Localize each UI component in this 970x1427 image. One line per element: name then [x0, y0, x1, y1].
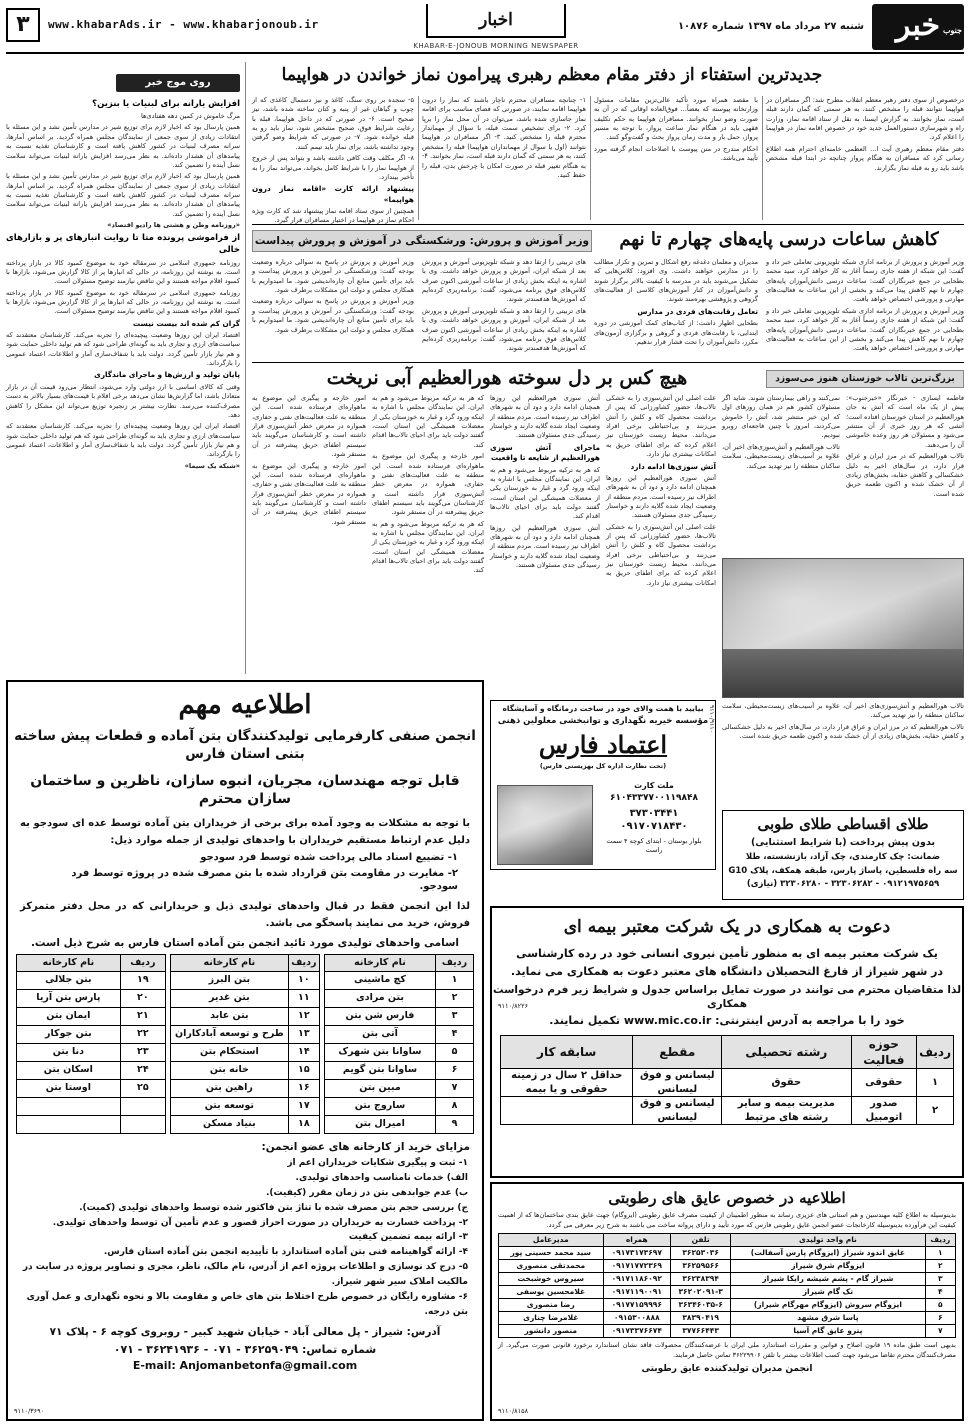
table-cell: ۱۳	[288, 1025, 319, 1043]
moisture-ad-signature: انجمن مدیران تولیدکننده عایق رطوبتی	[641, 1364, 813, 1375]
story2-column-2: مدیران و معلمان دغدغه رفع اشکال و تمرین و تکرار مطالب را در مدارس خواهند داشت. وی افزود: کلاس‌هایی که تشکیل می‌شوند باید در مدرسه با کیفیت بالاتر برگزار شوند و دانش‌آموزان در کنار آموزش‌های کلاسی از فعالیت‌های گروهی و پژوهشی بهره‌مند شوند. تعامل رقابت‌های فردی در مدارس بطحایی اظهار داشت: از کتاب‌های کمک آموزشی در دوره ابتدایی، با رقابت‌های فردی و گروهی و برگزاری آزمون‌های مکرر، دانش‌آموزان را تحت فشار قرار ندهیم.	[594, 258, 758, 346]
table-row	[171, 1097, 320, 1115]
table-cell: ۰۹۱۷۳۳۷۶۶۷۴	[603, 1325, 671, 1338]
table-cell: ۱۶	[288, 1079, 319, 1097]
table-row	[171, 989, 320, 1007]
table-cell: ۵	[925, 1299, 955, 1312]
table-cell: ۱۲	[288, 1007, 319, 1025]
table-header-cell: حوزه فعالیت	[851, 1035, 917, 1068]
table-cell: بتن جوکار	[17, 1025, 121, 1043]
moisture-insulation-ad	[490, 1182, 964, 1421]
table-header-cell: تلفن	[671, 1234, 731, 1247]
sidebar-headline-2: از فراموشی پرونده متا تا روایت انبارهای پر و بازارهای خالی	[6, 233, 240, 256]
story2-column-4: وزیر آموزش و پرورش در پاسخ به سوالی درباره وضعیت بودجه گفت: ورشکستگی در آموزش و پرورش پیداست و باید برای تأمین منابع آن چاره‌اندیشی شود. ما امیدواریم با همکاری مجلس و دولت این مشکلات برطرف شود. وزیر آموزش و پرورش در پاسخ به سوالی درباره وضعیت بودجه گفت: ورشکستگی در آموزش و پرورش پیداست و باید برای تأمین منابع آن چاره‌اندیشی شود. ما امیدواریم با همکاری مجلس و دولت این مشکلات برطرف شود.	[252, 258, 414, 334]
table-row	[501, 1097, 954, 1125]
story1-column-4: ۵- سجده بر روی سنگ، کاغذ و نیز دستمال کاغذی که از چوب و گیاهان غیر از پنبه و کتان ساخته شده باشد، نیز صحیح است. ۶- در صورتی که در داخل هواپیما، قبله با رعایت شرایط فوق، صحیح مشخص شود، نماز باید رو به قبله خوانده شود. ۷- در صورتی که شرایط وضو گرفتن وجود نداشته باشد، برای نماز باید تیمم کنند. ۸- اگر مکلف وقت کافی داشته باشد و بتواند پس از خروج از هواپیما نماز را با شرایط کامل بخواند، می‌تواند نماز را به تأخیر بیندازد. پیشنهاد ارائه کارت «اقامه نماز درون هواپیما» همچنین از سوی ستاد اقامه نماز پیشنهاد شد که کارت ویژه احکام نماز در هواپیما در اختیار مسافران قرار گیرد.	[252, 96, 414, 225]
benefit-item: ۲- پرداخت خسارت به خریداران در صورت احراز قصور و عدم تأمین آن توسط واحدهای تولیدی.	[52, 1217, 468, 1228]
sidebar-paragraph-4: وقتی که کالای اساسی با ارز دولتی وارد می‌شود، انتظار می‌رود قیمت آن در بازار متعادل باشد، اما گزارش‌ها نشان می‌دهد برخی اقلام با قیمت‌های بسیار بالاتر به دست مصرف‌کننده می‌رسد. نظارت بیشتر بر زنجیره توزیع می‌تواند این مشکل را کاهش دهد.	[6, 382, 240, 419]
table-row	[17, 1043, 166, 1061]
sidebar-paragraph-3-repeat: اقتصاد ایران این روزها وضعیت پیچیده‌ای را تجربه می‌کند. کارشناسان معتقدند که سیاست‌های ارزی و تجاری باید به گونه‌ای طراحی شود که هم تولید داخلی حمایت شود و هم نیاز بازار تأمین گردد. دولت باید با شفاف‌سازی آمار و اطلاعات، اعتماد عمومی را بازگرداند.	[6, 422, 240, 459]
table-row	[325, 1007, 474, 1025]
story2-banner: وزیر آموزش و پرورش: ورشکستگی در آموزش و پرورش پیداست	[252, 230, 592, 252]
sidebar-note: مرگ خاموش در کمین دهه هفتادی‌ها	[140, 112, 240, 121]
table-header-cell: ردیف	[925, 1234, 955, 1247]
concrete-ad-email[interactable]: E-mail: Anjomanbetonfa@gmail.com	[132, 1359, 358, 1373]
sidebar-paragraph-2-repeat: روزنامه جمهوری اسلامی در سرمقاله خود به موضوع کمبود کالا در بازار پرداخته است. به نوشته این روزنامه، در حالی که انبارها پر از کالا گزارش می‌شود، بازارها با کمبود اقلام مواجه هستند و این تناقض نیازمند توضیح مسئولان است.	[6, 288, 240, 316]
table-cell: ۳۶۳۴۶۰۳۵-۶	[671, 1299, 731, 1312]
table-row	[325, 1079, 474, 1097]
logo-subtext: جنوب	[942, 25, 962, 35]
table-row	[499, 1273, 956, 1286]
table-cell: صدور اتومبیل	[851, 1097, 917, 1125]
table-cell	[17, 1115, 121, 1133]
column-rule	[762, 96, 763, 220]
sidebar-paragraph-1: همین پارسال بود که اخبار لازم برای توزیع شیر در مدارس تأمین نشد و این مسئله با انتقادات زیادی از سوی جمعی از نمایندگان مجلس همراه گردید. بر اساس آمارها، سرانه مصرف لبنیات در کشور کاهش یافته است و کارشناسان تغذیه نسبت به پیامدهای آن هشدار داده‌اند. به نظر می‌رسد افزایش یارانه لبنیات می‌تواند سلامت نسل آینده را تضمین کند.	[6, 123, 240, 169]
charity-subtitle: (تحت نظارت اداره کل بهزیستی فارس)	[539, 761, 667, 770]
table-cell: بتن عابد	[171, 1007, 289, 1025]
table-cell: ۱۰	[288, 971, 319, 989]
table-cell	[120, 1115, 165, 1133]
table-cell: ۳۸۳۹۰۴۱۹	[671, 1312, 731, 1325]
table-cell: ۰۹۱۵۳۰۰۸۸۸	[603, 1312, 671, 1325]
table-cell: فارس شن بتن	[325, 1007, 436, 1025]
table-header-cell: نام واحد تولیدی	[731, 1234, 925, 1247]
moisture-producers-table	[498, 1233, 956, 1338]
table-cell: سید محمد حسینی پور	[499, 1247, 604, 1260]
table-row	[499, 1312, 956, 1325]
table-cell: لیسانس و فوق لیسانس	[633, 1097, 722, 1125]
insurance-ad-code: ۹۱۱۰/۸۲۲۶	[498, 1002, 529, 1010]
table-row	[499, 1260, 956, 1273]
table-cell: امیرال بتن	[325, 1115, 436, 1133]
table-cell: سیروس خوشبخت	[499, 1273, 604, 1286]
table-cell: ساوانا بتن شهرک	[325, 1043, 436, 1061]
table-cell: ۴	[435, 1025, 473, 1043]
gold-ad-line-4: ۰۹۱۲۱۹۷۵۶۵۹ - ۳۲۳۰۶۲۸۲ - ۳۲۳۰۶۲۸۰ (نیازی)	[746, 879, 940, 889]
concrete-association-ad	[6, 680, 484, 1421]
table-cell: ۳۶۲۳۸۳۹۴	[671, 1273, 731, 1286]
table-cell: بتن جلالی	[17, 971, 121, 989]
table-cell: ۲	[917, 1097, 954, 1125]
story1-column-3: ۱- چنانچه مسافران محترم ناچار باشند که نماز را درون هواپیما اقامه نمایند، در صورتی که فضای مناسب برای اقامه نماز جاسازی شده باشد، می‌توان در آن محل نماز را برپا کرد. ۲- برای تشخیص سمت قبله، با سؤال از مهماندار محترم قبله را مشخص کنید. ۳- اگر مسافران در هواپیما نتوانند (اول یا سوال از مهمانداران هواپیما) قبله را مشخص کنند، به هر سمتی که گمان دارند قبله است، نماز بخوانند. ۴- به هنگام تغییر قبله در صورت امکان با چرخش بدن، قبله را حفظ کنید.	[422, 96, 587, 179]
benefit-item: ج) بررسی حجم بتن مصرف شده با تناژ بتن فاکتور شده توسط واحدهای تولیدی (کمیت).	[79, 1202, 468, 1213]
masthead	[6, 4, 964, 54]
page-number: ۳	[6, 8, 40, 42]
table-cell: بنیاد مسکن	[171, 1115, 289, 1133]
table-row	[171, 971, 320, 989]
table-cell: طرح و توسعه آبادکاران	[171, 1025, 289, 1043]
table-cell: عایق اندود شیراز (ایزوگام پارس آسفالت)	[731, 1247, 925, 1260]
table-cell: ۲۲	[120, 1025, 165, 1043]
sidebar-paragraph-3: اقتصاد ایران این روزها وضعیت پیچیده‌ای را تجربه می‌کند. کارشناسان معتقدند که سیاست‌های ارزی و تجاری باید به گونه‌ای طراحی شود که هم تولید داخلی حمایت شود و هم نیاز بازار تأمین گردد. دولت باید با شفاف‌سازی آمار و اطلاعات، اعتماد عمومی را بازگرداند.	[6, 331, 240, 368]
table-cell: آتی بتن	[325, 1025, 436, 1043]
producers-table-b	[170, 954, 320, 1134]
table-header-cell: نام کارخانه	[325, 954, 436, 971]
table-cell: ۲	[435, 989, 473, 1007]
insurance-positions-table	[500, 1035, 954, 1125]
table-row	[499, 1286, 956, 1299]
table-cell: بتن مرادی	[325, 989, 436, 1007]
benefit-item: الف) خدمات نامناسب واحدهای تولیدی.	[295, 1173, 468, 1183]
benefit-item: ۶- مشاوره رایگان در خصوص طرح اختلاط بتن های خاص و مقاومت بالا و نحوه نگهداری و عمل آوری بتن درجه.	[26, 1291, 468, 1317]
section-title: اخبار	[426, 4, 566, 38]
table-cell: ۱۴	[288, 1043, 319, 1061]
table-row	[325, 989, 474, 1007]
table-cell: تک گام شیراز	[731, 1286, 925, 1299]
sidebar-source-2: «شبکه یک سیما»	[184, 461, 240, 470]
table-cell: غلامرضا چناری	[499, 1312, 604, 1325]
column-rule	[590, 96, 591, 220]
table-cell: پارس بتن آریا	[17, 989, 121, 1007]
story3-banner: بزرگ‌ترین تالاب خوزستان هنوز می‌سوزد	[766, 370, 964, 388]
card-label: ملت کارت	[634, 781, 674, 790]
table-cell: ۱۱	[288, 989, 319, 1007]
table-row	[171, 1007, 320, 1025]
table-cell: مدیریت بیمه و سایر رشته های مرتبط	[722, 1097, 851, 1125]
table-row	[325, 1097, 474, 1115]
table-cell: حقوقی	[851, 1069, 917, 1097]
sidebar-paragraph-2: روزنامه جمهوری اسلامی در سرمقاله خود به موضوع کمبود کالا در بازار پرداخته است. به نوشته این روزنامه، در حالی که انبارها پر از کالا گزارش می‌شود، بازارها با کمبود اقلام مواجه هستند و این تناقض نیازمند توضیح مسئولان است.	[6, 258, 240, 286]
moisture-ad-title: اطلاعیه در خصوص عایق های رطوبتی	[608, 1189, 846, 1207]
insurance-ad-line-1: یک شرکت معتبر بیمه ای به منظور تأمین نیروی انسانی خود در رده کارشناسی	[516, 946, 938, 960]
concrete-ad-code: ۹۱۱۰/۳۶۹۰	[14, 1407, 45, 1416]
concrete-ad-address: آدرس: شیراز - پل معالی آباد - خیابان شهید کبیر - روبروی کوچه ۶ - پلاک ۷۱	[49, 1326, 441, 1339]
table-cell: کچ ماشینی	[325, 971, 436, 989]
table-row	[325, 1115, 474, 1133]
sidebar-source-1: «روزنامه وطن و هشتی ها رادیو اقتصاد»	[107, 221, 240, 230]
table-cell: ۳۶۲۵۳۰۳۶	[671, 1247, 731, 1260]
table-cell: استحکام بتن	[171, 1043, 289, 1061]
table-cell: ۸	[435, 1097, 473, 1115]
concrete-ad-item-1: ۱- تضییع اسناد مالی پرداخت شده توسط فرد سودجو	[200, 852, 458, 864]
concrete-ad-audience: قابل توجه مهندسان، مجریان، انبوه سازان، ناظرین و ساختمان سازان محترم	[30, 772, 460, 808]
benefit-item: ۴- ارائه گواهینامه فنی بتن آماده استاندارد با تأییدیه انجمن بتن آماده استان فارس.	[103, 1247, 468, 1258]
table-cell: ۲۰	[120, 989, 165, 1007]
charity-tagline: بیایید با همت والای خود در ساخت درمانگاه و آسایشگاه	[502, 704, 704, 713]
table-header-cell: ردیف	[917, 1035, 954, 1068]
moisture-ad-footnote: بدیهی است طبق ماده ۱۹ قانون اصلاح و قوانین و مقررات استاندارد ملی ایران با عرضه‌کنندگان محصولات فاقد نشان استاندارد برخورد قانونی صورت می‌گیرد. از مصرف‌کنندگان محترم تقاضا می‌شود جهت کسب اطلاعات بیشتر با تلفن ۳۶۲۲۹۹۰۶ تماس حاصل فرمایند.	[498, 1341, 956, 1359]
insurance-ad-line-4[interactable]: خود را با مراجعه به آدرس اینترنتی: www.mic.co.ir تکمیل نمایند.	[549, 1013, 905, 1027]
table-cell	[120, 1097, 165, 1115]
story3-headline: هیچ کس بر دل سوخته هورالعظیم آبی نریخت	[326, 367, 688, 389]
table-row	[499, 1325, 956, 1338]
story1-headline: جدیدترین استفتاء از دفتر مقام معظم رهبری پیرامون نماز خواندن در هواپیما	[281, 65, 823, 85]
table-cell: ۳	[925, 1273, 955, 1286]
table-row	[499, 1299, 956, 1312]
benefit-item: ۱- ثبت و پیگیری شکایات خریداران اعم از	[287, 1158, 468, 1169]
table-row	[171, 1043, 320, 1061]
table-cell: اوستا بتن	[17, 1079, 121, 1097]
table-cell: رضا منصوری	[499, 1299, 604, 1312]
table-row	[501, 1069, 954, 1097]
table-row	[17, 1061, 166, 1079]
charity-ad	[490, 700, 716, 870]
table-row	[17, 1097, 166, 1115]
table-row	[171, 1079, 320, 1097]
producers-table-a	[324, 954, 474, 1134]
benefits-list	[8, 1156, 482, 1319]
story2-column-3: های تربیتی را ارتقا دهد و شبکه تلویزیونی آموزش و پرورش بعد از شبکه ایران، آموزش و پرورش خواهد داشت. وی با اشاره به اینکه بخش زیادی از ساعات آموزشی اکنون صرف کلاس‌های فوق برنامه می‌شود، گفت: برنامه‌ریزی کرده‌ایم که آموزش‌ها هدفمندتر شوند. های تربیتی را ارتقا دهد و شبکه تلویزیونی آموزش و پرورش بعد از شبکه ایران، آموزش و پرورش خواهد داشت. وی با اشاره به اینکه بخش زیادی از ساعات آموزشی اکنون صرف کلاس‌های فوق برنامه می‌شود، گفت: برنامه‌ریزی کرده‌ایم که آموزش‌ها هدفمندتر شوند.	[422, 258, 586, 353]
table-row	[325, 1043, 474, 1061]
table-cell: ۰۹۱۷۷۱۵۹۹۹۶	[603, 1299, 671, 1312]
table-cell: ۶	[925, 1312, 955, 1325]
table-cell: ۱	[435, 971, 473, 989]
table-cell: ۵	[435, 1043, 473, 1061]
table-cell: بتن البرز	[171, 971, 289, 989]
newspaper-logo	[872, 4, 964, 50]
table-header-cell: ردیف	[120, 954, 165, 971]
table-header-cell: سابقه کار	[501, 1035, 633, 1068]
table-cell: ۰۹۱۷۳۱۷۳۶۹۷	[603, 1247, 671, 1260]
table-row	[325, 1025, 474, 1043]
table-cell: مبین بتن	[325, 1079, 436, 1097]
table-cell: ۳	[435, 1007, 473, 1025]
story3-column-1: فاطمه ایسازی - خبرنگار «خبرجنوب»: پیش از یک ماه است که آتش به جان هورالعظیم در استان خوزستان افتاده است؛ آتشی که هر روز خبری از آن منتشر می‌شود و مسئولان هر روز وعده خاموشی آن را می‌دهند. تالاب هورالعظیم که در مرز ایران و عراق قرار دارد، در سال‌های اخیر به دلیل خشکسالی و کاهش حقابه، بخش‌های زیادی از آن خشک شده و اکنون طعمه حریق شده است.	[845, 394, 964, 498]
concrete-ad-intro: با توجه به مشکلات به وجود آمده برای برخی از خریداران بتن آماده توسط عده ای سودجو به دلیل عدم ارتباط مستقیم خریداران با واحدهای تولیدی از جمله موارد ذیل:	[20, 818, 470, 847]
moisture-ad-intro: بدینوسیله به اطلاع کلیه مهندسین و هم استانی های عزیزی رساند به منظور اطمینان از کیفیت مصرف عایق رطوبتی (ایزوگام) جهت عایق بندی ساختمان‌ها که از اهمیت کیفیت این فرآورده بدینوسیله کارخانجات عضو انجمن عایق رطوبتی فارس که مورد تأیید و دارای پروانه ساخت می باشند به شرح زیر معرفی می گردد.	[498, 1211, 956, 1229]
section-subtitle: KHABAR-E-JONOUB MORNING NEWSPAPER	[413, 42, 579, 50]
table-cell: ۲۳	[120, 1043, 165, 1061]
gold-ad-line-3: سه راه فلسطین، پاساژ پارس، طبقه همکف، پلاک G10	[728, 865, 958, 876]
table-row	[17, 1079, 166, 1097]
benefit-item: ۳- ارائه بیمه تضمین کیفیت	[348, 1232, 468, 1243]
story1-column-2: با مقصد همراه مورد تأکید عالی‌ترین مقامات مسئول وزارتخانه پیوسته که بعضاً... فوق‌العاده اوقاتی که در آن به صورت وضو نماز بخوانند. مسافران هواپیما به حکم تکلیف فقهی باید در هنگام نماز ساعت پرواز، با توجه به مسیر پرواز، حمل بار و مدت زمان پرواز بحث و گفت‌وگو کنند. احکام مندرج در متن پیوست با اصلاحات انجام گرفته مورد تأیید می‌باشد.	[594, 96, 758, 163]
table-cell: ۲۴	[120, 1061, 165, 1079]
sidebar-column	[6, 96, 240, 674]
table-cell: لیسانس و فوق لیسانس	[633, 1069, 722, 1097]
gold-ad-line-1: بدون پیش پرداخت (با شرایط استثنایی)	[750, 837, 936, 849]
story3-column-5: که هر به ترکیه مربوط می‌شود و هم به ایران. این نمایندگان مجلس با اشاره به اینکه ورود گرد و غبار به خوزستان یکی از معضلات همیشگی این استان است، گفتند دولت باید برای احیای تالاب‌ها اقدام کند. امور خارجه و پیگیری این موضوع به ماهواره‌ای فرستاده شده است. این منطقه به علت فعالیت‌های نفتی و حفاری، همواره در معرض خطر آتش‌سوزی قرار داشته است و کارشناسان می‌گویند باید سیستم اطفای حریق پیشرفته در آن مستقر شود. که هر به ترکیه مربوط می‌شود و هم به ایران. این نمایندگان مجلس با اشاره به اینکه ورود گرد و غبار به خوزستان یکی از معضلات همیشگی این استان است، گفتند دولت باید برای احیای تالاب‌ها اقدام کند.	[371, 394, 484, 575]
concrete-ad-note: لذا این انجمن فقط در قبال واحدهای تولیدی ذیل و خریدارانی که در محل دفتر متمرکز فروش، خرید می نمایند پاسخگو می باشد.	[20, 900, 470, 929]
section-rule	[252, 224, 964, 225]
table-cell: پاسا شرق مشهد	[731, 1312, 925, 1325]
table-cell: ۳۶۲۰۲۰۹۱-۳	[671, 1286, 731, 1299]
table-cell: ۲	[925, 1260, 955, 1273]
table-row	[17, 989, 166, 1007]
table-cell: توسعه بتن	[171, 1097, 289, 1115]
benefit-item: ۵- درج کد نوسازی و اطلاعات پروژه اعم از آدرس، نام مالک، ناظر، مجری و تصاویر پروژه در سایت در مالکیت املاک سیر شهر شیراز.	[22, 1262, 468, 1287]
table-cell: ساوانا بتن گویم	[325, 1061, 436, 1079]
story3-column-4: آتش سوزی هورالعظیم این روزها همچنان ادامه دارد و دود آن به شهرهای اطراف نیز رسیده است. مردم منطقه از وضعیت ایجاد شده گلایه دارند و خواستار رسیدگی جدی مسئولان هستند. ماجرای آتش سوزی هورالعظیم از شایعه تا واقعیت که هر به ترکیه مربوط می‌شود و هم به ایران. این نمایندگان مجلس با اشاره به اینکه ورود گرد و غبار به خوزستان یکی از معضلات همیشگی این استان است، گفتند دولت باید برای احیای تالاب‌ها اقدام کند. آتش سوزی هورالعظیم این روزها همچنان ادامه دارد و دود آن به شهرهای اطراف نیز رسیده است. مردم منطقه از وضعیت ایجاد شده گلایه دارند و خواستار رسیدگی جدی مسئولان هستند.	[490, 394, 600, 570]
table-cell: ایزوگام سروش (ایزوگام مهرگام شیراز)	[731, 1299, 925, 1312]
issue-date: شنبه ۲۷ مرداد ماه ۱۳۹۷ شماره ۱۰۸۷۶	[677, 21, 864, 32]
table-cell: ۰۹۱۷۱۷۷۲۳۶۹	[603, 1260, 671, 1273]
gold-ad-line-2: ضمانت: چک کارمندی، چک آزاد، بازنشسته، طلا	[745, 852, 941, 863]
concrete-ad-list-title: اسامی واحدهای تولیدی مورد تائید انجمن بتن آماده استان فارس به شرح ذیل است.	[30, 936, 460, 949]
wetland-fire-photo	[722, 558, 964, 698]
card-number: ۶۱۰۴۳۳۷۷۰۰۱۱۹۸۴۸	[610, 792, 698, 803]
sidebar-headline-1: افزایش یارانه برای لبنیات یا بنزین؟	[92, 99, 240, 109]
table-cell: ساروج بتن	[325, 1097, 436, 1115]
table-cell: ۱	[925, 1247, 955, 1260]
sidebar-subhead-1: گران کم شده اند بیست نیست	[132, 318, 240, 328]
table-row	[325, 971, 474, 989]
charity-photo	[497, 785, 593, 865]
table-cell: ۷	[925, 1325, 955, 1338]
benefit-item: ب) عدم جوابدهی بتن در زمان مقرر (کیفیت).	[266, 1187, 468, 1198]
charity-address: بلوار بوستان - ابتدای کوچه ۴ سمت راست	[606, 836, 702, 854]
table-cell: ۱۸	[288, 1115, 319, 1133]
table-cell	[501, 1097, 633, 1125]
table-cell: شیراز گام - پشم شیشه رایکا شیراز	[731, 1273, 925, 1286]
insurance-ad-line-3: لذا متقاضیان محترم می توانند در صورت تمایل براساس جدول و شرایط زیر فرم درخواست همکاری	[492, 983, 962, 1010]
table-cell: ۶	[435, 1061, 473, 1079]
column-rule	[418, 96, 419, 220]
section-rule	[252, 362, 964, 363]
table-cell: دنا بتن	[17, 1043, 121, 1061]
table-cell: ۰۹۱۷۱۱۸۶۰۹۲	[603, 1273, 671, 1286]
table-cell: ۳۷۷۶۶۴۴۳	[671, 1325, 731, 1338]
concrete-ad-item-2: ۲- مغایرت در مقاومت بتن قرارداد شده با بتن مصرف شده در پروژه توسط فرد سودجو.	[71, 867, 458, 893]
table-header-cell: ردیف	[435, 954, 473, 971]
story3-column-6: امور خارجه و پیگیری این موضوع به ماهواره‌ای فرستاده شده است. این منطقه به علت فعالیت‌های نفتی و حفاری، همواره در معرض خطر آتش‌سوزی قرار داشته است و کارشناسان می‌گویند باید سیستم اطفای حریق پیشرفته در آن مستقر شود. امور خارجه و پیگیری این موضوع به ماهواره‌ای فرستاده شده است. این منطقه به علت فعالیت‌های نفتی و حفاری، همواره در معرض خطر آتش‌سوزی قرار داشته است و کارشناسان می‌گویند باید سیستم اطفای حریق پیشرفته در آن مستقر شود.	[252, 394, 366, 526]
table-cell: ۱۷	[288, 1097, 319, 1115]
table-cell: حقوق	[722, 1069, 851, 1097]
charity-ad-code: ۹۱۱۰/۹۱۱۰	[708, 705, 715, 733]
insurance-job-ad	[490, 906, 964, 1178]
table-row	[17, 971, 166, 989]
concrete-ad-org: انجمن صنفی کارفرمایی تولیدکنندگان بتن آماده و قطعات پیش ساخته بتنی استان فارس	[14, 728, 476, 763]
logo-text: خبر	[895, 8, 941, 43]
table-header-cell: همراه	[603, 1234, 671, 1247]
table-header-cell: ردیف	[288, 954, 319, 971]
table-cell: خانه بتن	[171, 1061, 289, 1079]
sidebar-paragraph-1-repeat: همین پارسال بود که اخبار لازم برای توزیع شیر در مدارس تأمین نشد و این مسئله با انتقادات زیادی از سوی جمعی از نمایندگان مجلس همراه گردید. بر اساس آمارها، سرانه مصرف لبنیات در کشور کاهش یافته است و کارشناسان تغذیه نسبت به پیامدهای آن هشدار داده‌اند. به نظر می‌رسد افزایش یارانه لبنیات می‌تواند سلامت نسل آینده را تضمین کند.	[6, 172, 240, 218]
table-header-cell: رشته تحصیلی	[722, 1035, 851, 1068]
producers-table-c	[16, 954, 166, 1134]
story3-column-3: علت اصلی این آتش‌سوزی را به خشکی تالاب‌ها، حضور کشاورزانی که پس از برداشت محصول کاه و کلش را آتش می‌زنند و بی‌احتیاطی برخی افراد می‌دانند. محیط زیست خوزستان نیز اعلام کرده که برای اطفای حریق به امکانات بیشتری نیاز دارد. آتش سوزی‌ها ادامه دارد آتش سوزی هورالعظیم این روزها همچنان ادامه دارد و دود آن به شهرهای اطراف نیز رسیده است. مردم منطقه از وضعیت ایجاد شده گلایه دارند و خواستار رسیدگی جدی مسئولان هستند. علت اصلی این آتش‌سوزی را به خشکی تالاب‌ها، حضور کشاورزانی که پس از برداشت محصول کاه و کلش را آتش می‌زنند و بی‌احتیاطی برخی افراد می‌دانند. محیط زیست خوزستان نیز اعلام کرده که برای اطفای حریق به امکانات بیشتری نیاز دارد.	[606, 394, 716, 587]
table-cell: ۴	[925, 1286, 955, 1299]
moisture-ad-code: ۹۱۱۰/۸۱۵۸	[498, 1407, 529, 1416]
table-cell: ۱۹	[120, 971, 165, 989]
table-header-cell: نام کارخانه	[171, 954, 289, 971]
table-row	[499, 1247, 956, 1260]
table-cell: منصور دانشور	[499, 1325, 604, 1338]
table-cell: اسکان بتن	[17, 1061, 121, 1079]
table-cell: حداقل ۲ سال در زمینه حقوقی و یا بیمه	[501, 1069, 633, 1097]
table-header-cell: مقطع	[633, 1035, 722, 1068]
gold-ad	[722, 810, 964, 900]
story1-column-1: درخصوص از سوی دفتر رهبر معظم انقلاب مطرح شد: اگر مسافران در هواپیما نتوانند قبله را مشخص کنند، به هر سمتی که گمان دارند قبله است، نماز بخوانند. به گزارش ایسنا، به نقل از ستاد اقامه نماز، وزارت راه و شهرسازی دستورالعمل جدید خود در خصوص اقامه نماز در هواپیما را اعلام کرد. دفتر مقام معظم رهبری آیت ا... العظمی خامنه‌ای احترام همه اطلاع رسانی کرد که مسافران به هنگام پرواز چنانچه در ابتدا قبله مشخص باشد باید رو به قبله نماز بگزارند.	[766, 96, 964, 172]
charity-org: مؤسسه خیریه نگهداری و توانبخشی معلولین ذهنی	[497, 716, 709, 727]
table-row	[325, 1061, 474, 1079]
table-header-cell: مدیرعامل	[499, 1234, 604, 1247]
story2-headline: کاهش ساعات درسی پایه‌های چهارم تا نهم	[619, 229, 939, 250]
story3-column-2-cont: تالاب هورالعظیم و آتش‌سوزی‌های اخیر آن، علاوه بر آسیب‌های زیست‌محیطی، سلامت ساکنان منطقه را نیز تهدید می‌کند. تالاب هورالعظیم که در مرز ایران و عراق قرار دارد، در سال‌های اخیر به دلیل خشکسالی و کاهش حقابه، بخش‌های زیادی از آن خشک شده و اکنون طعمه حریق شده است.	[722, 702, 964, 741]
table-cell: ۳۶۲۵۹۵۶۶	[671, 1260, 731, 1273]
table-cell: ایمان بتن	[17, 1007, 121, 1025]
concrete-ad-title: اطلاعیه مهم	[178, 690, 312, 720]
table-row	[171, 1061, 320, 1079]
table-cell: ایزوگام شرق شیراز	[731, 1260, 925, 1273]
concrete-ad-phones: شماره تماس: ۳۶۲۵۹۰۴۹ - ۰۷۱ - ۳۶۲۴۱۹۳۶ - ۰۷۱	[113, 1342, 377, 1356]
table-cell: راهین بتن	[171, 1079, 289, 1097]
table-cell: محمدتقی منصوری	[499, 1260, 604, 1273]
gold-ad-title: طلای اقساطی طلای طوبی	[757, 815, 929, 833]
table-cell: ۲۱	[120, 1007, 165, 1025]
charity-phone-2: ۰۹۱۷۰۷۱۸۴۳۰	[620, 821, 688, 833]
sidebar-divider	[245, 62, 246, 674]
sidebar-subhead-2: پایان تولید و ارزش‌ها و ماجرای ماندگاری	[94, 370, 240, 380]
benefits-title: مزایای خرید از کارخانه های عضو انجمن:	[261, 1140, 470, 1153]
table-cell: پترو عایق گام آسیا	[731, 1325, 925, 1338]
table-row	[17, 1025, 166, 1043]
table-cell	[17, 1097, 121, 1115]
table-cell: غلامحسین یوسفی	[499, 1286, 604, 1299]
charity-name: اعتماد فارس	[538, 729, 668, 759]
table-header-cell: نام کارخانه	[17, 954, 121, 971]
insurance-ad-line-2: در شهر شیراز از فارغ التحصیلان دانشگاه های معتبر دعوت به همکاری می نماید.	[510, 964, 944, 978]
table-row	[171, 1115, 320, 1133]
table-row	[17, 1007, 166, 1025]
concrete-producers-table	[8, 950, 482, 1134]
insurance-ad-title: دعوت به همکاری در یک شرکت معتبر بیمه ای	[563, 917, 891, 937]
story3-column-2: نمی‌کنند و راهی بیمارستان شوند. شاید اگر مسئولان کشور هم در همان روزهای اول که این خبر منتشر شد، آتش را خاموش می‌کردند، امروز با چنین فاجعه‌ای روبرو نبودیم. تالاب هورالعظیم و آتش‌سوزی‌های اخیر آن، علاوه بر آسیب‌های زیست‌محیطی، سلامت ساکنان منطقه را نیز تهدید می‌کند.	[722, 394, 840, 470]
table-cell: ۷	[435, 1079, 473, 1097]
story2-column-1: وزیر آموزش و پرورش از برنامه اداری شبکه تلویزیونی تعاملی خبر داد و گفت: این شبکه از هفته جاری رسماً آغاز به کار خواهد کرد. سید محمد بطحایی در جمع خبرنگاران گفت: ساعات درسی دانش‌آموزان پایه‌های چهارم تا نهم کاهش پیدا می‌کند و بخشی از این ساعات به فعالیت‌های مهارتی و پرورشی اختصاص خواهد یافت. وزیر آموزش و پرورش از برنامه اداری شبکه تلویزیونی تعاملی خبر داد و گفت: این شبکه از هفته جاری رسماً آغاز به کار خواهد کرد. سید محمد بطحایی در جمع خبرنگاران گفت: ساعات درسی دانش‌آموزان پایه‌های چهارم تا نهم کاهش پیدا می‌کند و بخشی از این ساعات به فعالیت‌های مهارتی و پرورشی اختصاص خواهد یافت.	[766, 258, 964, 353]
sidebar-tag: روی موج خبر	[116, 74, 240, 92]
table-cell: ۱۵	[288, 1061, 319, 1079]
table-cell: ۰۹۱۷۱۱۹۰۰۹۱	[603, 1286, 671, 1299]
table-row	[171, 1025, 320, 1043]
website-links[interactable]: www.khabarAds.ir - www.khabarjonoub.ir	[48, 18, 319, 31]
table-cell: ۱	[917, 1069, 954, 1097]
table-cell: ۲۵	[120, 1079, 165, 1097]
charity-phone-1: ۳۷۳۰۳۴۴۱	[629, 807, 679, 819]
table-row	[17, 1115, 166, 1133]
table-cell: بتن غدیر	[171, 989, 289, 1007]
table-cell: ۹	[435, 1115, 473, 1133]
